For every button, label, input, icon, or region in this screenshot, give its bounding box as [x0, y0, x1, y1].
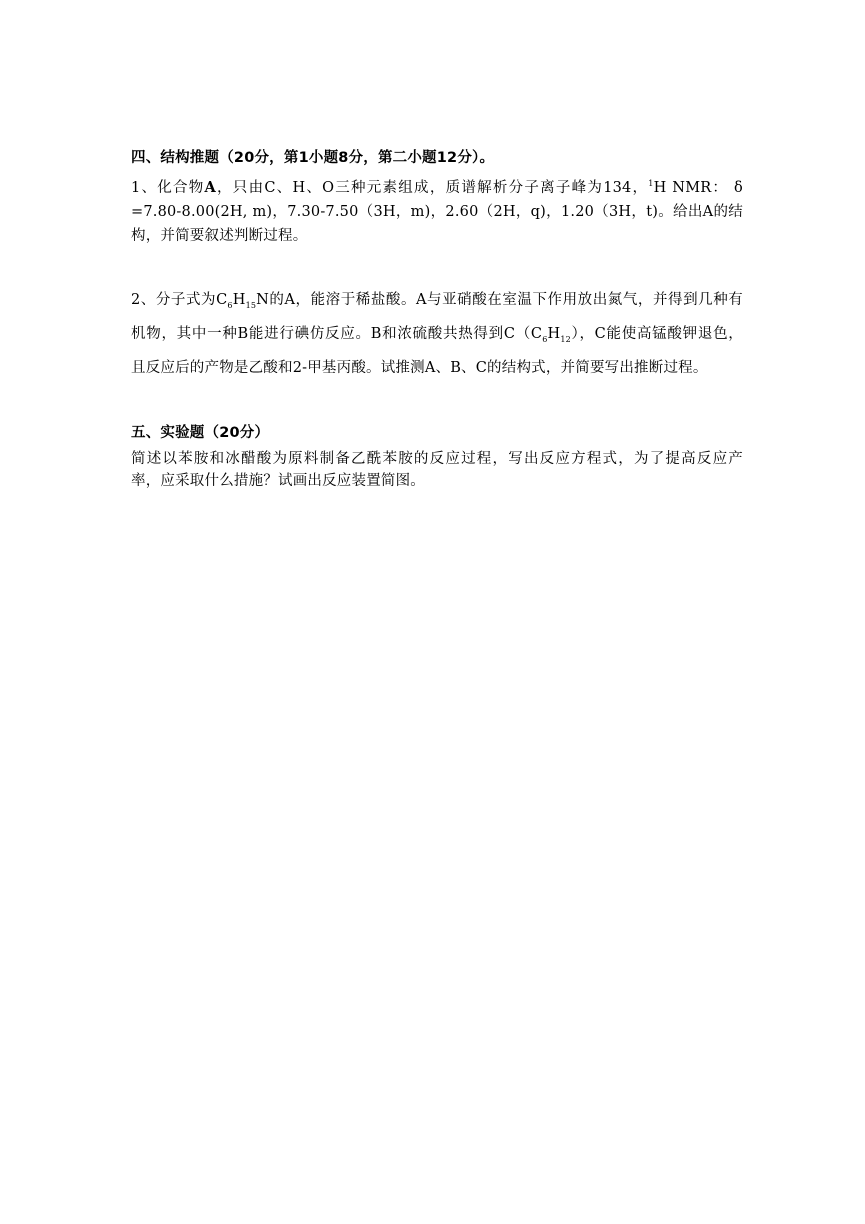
- question-1-line-2: =7.80-8.00(2H, m)，7.30-7.50（3H，m)，2.60（2H，q)，1.20（3H，t)。给出A的结: [131, 204, 743, 220]
- question-2-line-3: 且反应后的产物是乙酸和2-甲基丙酸。试推测A、B、C的结构式，并简要写出推断过程。: [131, 360, 708, 376]
- question-1-line-3: 构，并简要叙述判断过程。: [131, 228, 308, 244]
- question-2-line-1: 2、分子式为$C_6H_{15}N$的A，能溶于稀盐酸。A与亚硝酸在室温下作用放出氮气，并得到几种有: [131, 292, 743, 310]
- question-1-line-1: 1、化合物A，只由C、H、O三种元素组成，质谱解析分子离子峰为134，$^1$H NMR： δ: [131, 179, 743, 196]
- section-4-heading: 四、结构推题（20分，第1小题8分，第二小题12分）。: [131, 150, 495, 166]
- question-2-line-2: 机物，其中一种B能进行碘仿反应。B和浓硫酸共热得到$C(C_6H_{12})$，C能使高锰酸钾退色，: [131, 326, 743, 344]
- section-5-heading: 五、实验题（20分）: [131, 425, 270, 441]
- question-1: [131, 176, 743, 248]
- section-5-line-1: 简述以苯胺和冰醋酸为原料制备乙酰苯胺的反应过程，写出反应方程式，为了提高反应产: [131, 451, 743, 467]
- question-2: [131, 283, 743, 385]
- section-5-line-2: 率，应采取什么措施？试画出反应装置简图。: [131, 473, 425, 489]
- section-5-body: [131, 448, 743, 492]
